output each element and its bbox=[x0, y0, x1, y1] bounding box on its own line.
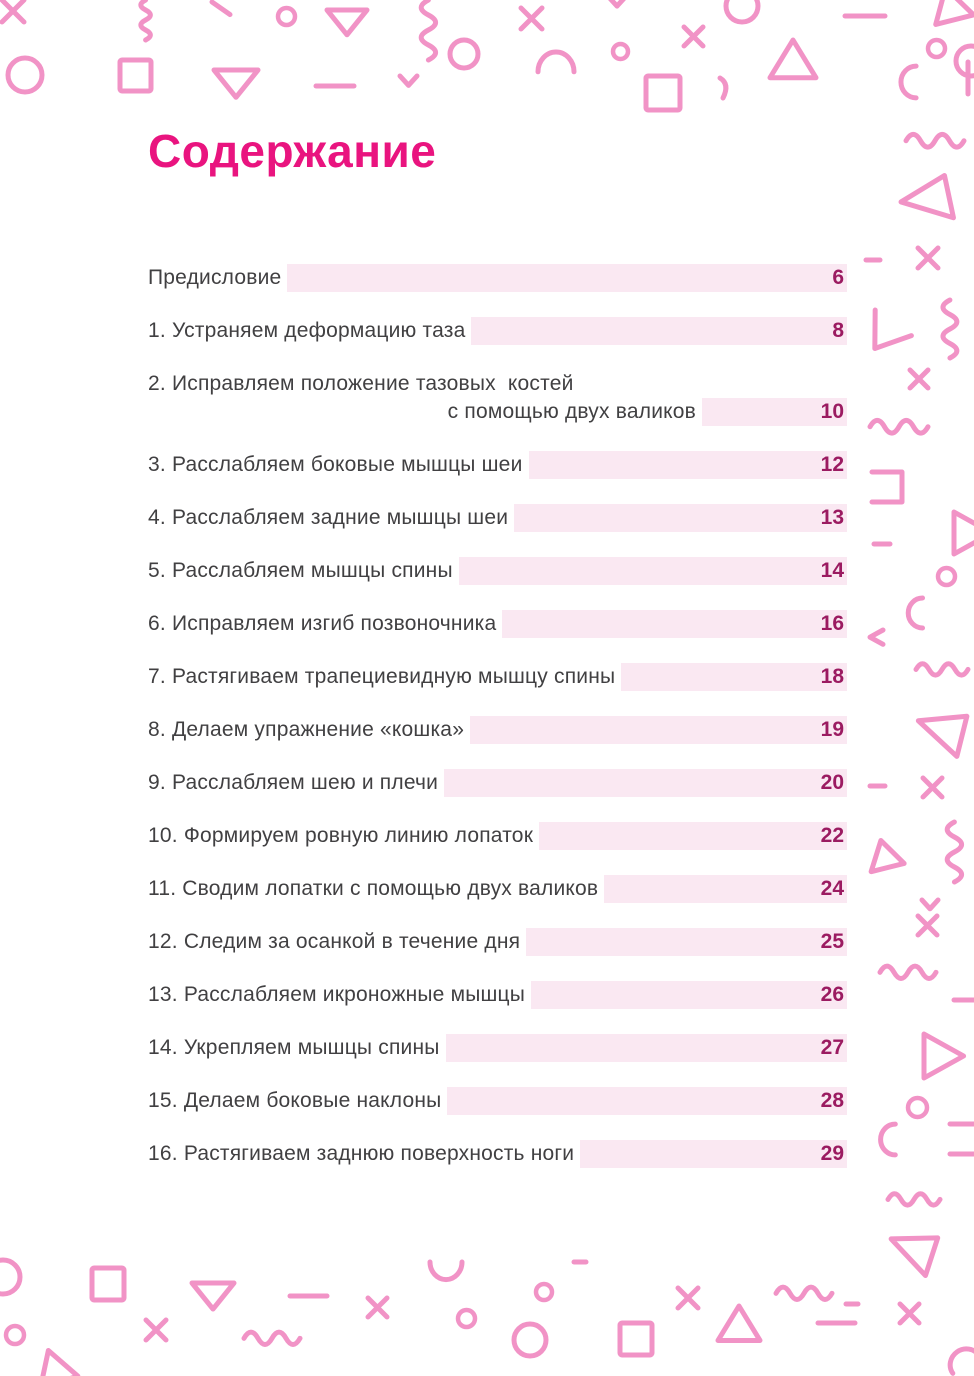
toc-entry[interactable] bbox=[148, 875, 847, 903]
decor-shape-tri-right bbox=[924, 1034, 964, 1078]
decor-shape-wave bbox=[888, 1194, 940, 1205]
toc-entry-label: 6. Исправляем изгиб позвоночника bbox=[148, 612, 497, 635]
toc-highlight-bar bbox=[514, 504, 847, 532]
decor-shape-tri-left bbox=[898, 176, 954, 228]
decor-shape-comma bbox=[720, 78, 726, 98]
toc-entry-label: 9. Расслабляем шею и плечи bbox=[148, 771, 439, 794]
toc-entry[interactable] bbox=[148, 1087, 847, 1115]
decor-shape-squiggle bbox=[141, 0, 151, 40]
toc-entry-label: с помощью двух валиков bbox=[447, 400, 696, 423]
decor-shape-circle bbox=[0, 1260, 20, 1294]
decor-shape-square bbox=[120, 60, 151, 91]
toc-entry-label: 1. Устраняем деформацию таза bbox=[148, 319, 466, 342]
toc-highlight-bar bbox=[459, 557, 847, 585]
decor-shape-x bbox=[918, 916, 937, 935]
toc-entry[interactable] bbox=[148, 822, 847, 850]
decor-shape-dot bbox=[458, 1310, 475, 1327]
toc-highlight-bar bbox=[444, 769, 847, 797]
toc-highlight-bar bbox=[447, 1087, 847, 1115]
decor-shape-square bbox=[646, 76, 680, 110]
decor-shape-square bbox=[92, 1268, 124, 1300]
decor-shape-arc-u bbox=[430, 1262, 462, 1280]
decor-shape-squiggle bbox=[943, 300, 957, 358]
decor-shape-dot bbox=[278, 8, 295, 25]
decor-shape-x bbox=[910, 370, 928, 388]
decor-shape-x bbox=[684, 27, 703, 46]
toc-page-number: 16 bbox=[820, 612, 844, 635]
decor-shape-tri-left bbox=[912, 705, 967, 756]
decor-shape-bracket bbox=[950, 1124, 974, 1154]
decor-shape-x bbox=[900, 1304, 919, 1323]
toc-highlight-bar bbox=[621, 663, 847, 691]
toc-highlight-bar bbox=[539, 822, 847, 850]
toc-entry-label: 4. Расслабляем задние мышцы шеи bbox=[148, 506, 509, 529]
decor-shape-chev-down bbox=[400, 76, 417, 85]
decor-shape-dot bbox=[908, 1098, 927, 1117]
decor-shape-circle bbox=[514, 1324, 546, 1356]
toc-entry-label: 16. Растягиваем заднюю поверхность ноги bbox=[148, 1142, 575, 1165]
toc-page-number: 6 bbox=[832, 266, 844, 289]
toc-highlight-bar bbox=[531, 981, 847, 1009]
decor-shape-tri-up bbox=[718, 1306, 760, 1340]
toc-highlight-bar bbox=[526, 928, 847, 956]
toc-content bbox=[148, 124, 847, 1193]
toc-entry[interactable] bbox=[148, 610, 847, 638]
toc-page-number: 12 bbox=[820, 453, 844, 476]
toc-entry-label: Предисловие bbox=[148, 266, 282, 289]
decor-shape-arc-c bbox=[901, 66, 916, 98]
decor-shape-dot bbox=[928, 40, 945, 57]
toc-highlight-bar bbox=[470, 716, 847, 744]
toc-entry[interactable] bbox=[148, 1034, 847, 1062]
decor-shape-arc-c bbox=[881, 1124, 896, 1155]
decor-shape-wave bbox=[880, 966, 936, 978]
toc-entry[interactable] bbox=[148, 557, 847, 585]
decor-shape-wave bbox=[916, 664, 968, 675]
decor-shape-circle bbox=[726, 0, 758, 22]
decor-shape-wave bbox=[776, 1287, 832, 1299]
toc-page-number: 13 bbox=[820, 506, 844, 529]
decor-shape-tri-up bbox=[864, 836, 904, 871]
decor-shape-tri-down bbox=[214, 70, 258, 97]
toc-page-number: 20 bbox=[820, 771, 844, 794]
decor-shape-squiggle bbox=[947, 822, 961, 882]
decor-shape-tri-right bbox=[954, 512, 974, 554]
decor-shape-squiggle bbox=[421, 0, 435, 60]
toc-entry[interactable] bbox=[148, 451, 847, 479]
decor-shape-circle bbox=[8, 58, 42, 92]
toc-entry-label: 11. Сводим лопатки с помощью двух валиков bbox=[148, 877, 599, 900]
decor-shape-chev-left bbox=[870, 630, 883, 644]
decor-shape-bracket bbox=[872, 472, 902, 502]
decor-shape-x bbox=[368, 1298, 387, 1317]
toc-entry[interactable] bbox=[148, 663, 847, 691]
toc-page-number: 14 bbox=[820, 559, 844, 582]
decor-shape-wave bbox=[870, 420, 928, 433]
toc-entry[interactable] bbox=[148, 981, 847, 1009]
decor-shape-chev-down bbox=[606, 0, 628, 6]
toc-entry[interactable] bbox=[148, 716, 847, 744]
toc-entry-label: 10. Формируем ровную линию лопаток bbox=[148, 824, 534, 847]
decor-shape-tri-left bbox=[884, 1224, 938, 1275]
decor-shape-dot bbox=[938, 568, 955, 585]
decor-shape-wave bbox=[906, 134, 964, 147]
toc-entry[interactable] bbox=[148, 317, 847, 345]
toc-page-number: 27 bbox=[820, 1036, 844, 1059]
toc-list bbox=[148, 264, 847, 1168]
toc-entry[interactable] bbox=[148, 370, 847, 426]
decor-shape-arc-c bbox=[908, 598, 922, 628]
decor-shape-dot bbox=[536, 1284, 552, 1300]
toc-page-number: 29 bbox=[820, 1142, 844, 1165]
toc-entry[interactable] bbox=[148, 264, 847, 292]
toc-entry-label: 2. Исправляем положение тазовых костей bbox=[148, 372, 574, 395]
toc-page-number: 24 bbox=[820, 877, 844, 900]
toc-page-number: 26 bbox=[820, 983, 844, 1006]
decor-shape-chev-down bbox=[922, 900, 938, 909]
decor-shape-tri-right bbox=[936, 0, 974, 33]
toc-entry[interactable] bbox=[148, 1140, 847, 1168]
toc-highlight-bar bbox=[287, 264, 847, 292]
decor-shape-angle bbox=[870, 306, 913, 349]
toc-entry-label: 12. Следим за осанкой в течение дня bbox=[148, 930, 521, 953]
toc-highlight-bar bbox=[580, 1140, 847, 1168]
toc-entry-label: 7. Растягиваем трапециевидную мышцу спины bbox=[148, 665, 616, 688]
toc-page-number: 19 bbox=[820, 718, 844, 741]
decor-shape-square bbox=[620, 1323, 652, 1355]
decor-shape-x bbox=[146, 1320, 166, 1340]
decor-shape-tri-down bbox=[327, 10, 367, 35]
decor-shape-arc-n bbox=[538, 52, 574, 72]
decor-shape-tri-right bbox=[40, 1350, 81, 1376]
toc-entry-label: 14. Укрепляем мышцы спины bbox=[148, 1036, 440, 1059]
toc-highlight-bar bbox=[604, 875, 847, 903]
decor-shape-circle bbox=[450, 40, 478, 68]
decor-shape-wave bbox=[244, 1332, 300, 1344]
decor-shape-arc-c bbox=[944, 1343, 974, 1374]
toc-page-number: 22 bbox=[820, 824, 844, 847]
toc-page-number: 25 bbox=[820, 930, 844, 953]
toc-entry-label: 8. Делаем упражнение «кошка» bbox=[148, 718, 465, 741]
toc-page-number: 18 bbox=[820, 665, 844, 688]
toc-highlight-bar bbox=[446, 1034, 847, 1062]
toc-entry-label: 5. Расслабляем мышцы спины bbox=[148, 559, 453, 582]
toc-page-number: 28 bbox=[820, 1089, 844, 1112]
decor-shape-tri-down bbox=[192, 1283, 234, 1309]
toc-entry-label: 3. Расслабляем боковые мышцы шеи bbox=[148, 453, 523, 476]
toc-page-number: 8 bbox=[832, 319, 844, 342]
decor-shape-dot bbox=[613, 44, 628, 59]
toc-highlight-bar bbox=[529, 451, 848, 479]
decor-shape-x bbox=[2, 0, 24, 22]
toc-entry[interactable] bbox=[148, 928, 847, 956]
page-title: Содержание bbox=[148, 125, 437, 177]
toc-highlight-bar bbox=[702, 398, 847, 426]
decor-shape-x bbox=[521, 8, 542, 29]
decor-shape-circle bbox=[956, 46, 974, 76]
decor-shape-x bbox=[678, 1288, 698, 1308]
decor-shape-tri-up bbox=[770, 40, 816, 78]
toc-entry-label: 15. Делаем боковые наклоны bbox=[148, 1089, 442, 1112]
toc-page-number: 10 bbox=[820, 400, 844, 423]
decor-shape-x bbox=[923, 778, 942, 797]
decor-shape-dot bbox=[6, 1326, 24, 1344]
decor-shape-x bbox=[918, 248, 938, 268]
toc-highlight-bar bbox=[471, 317, 847, 345]
toc-entry[interactable] bbox=[148, 504, 847, 532]
toc-entry[interactable] bbox=[148, 769, 847, 797]
toc-highlight-bar bbox=[502, 610, 847, 638]
decor-shape-tick bbox=[212, 2, 230, 15]
toc-entry-label: 13. Расслабляем икроножные мышцы bbox=[148, 983, 526, 1006]
